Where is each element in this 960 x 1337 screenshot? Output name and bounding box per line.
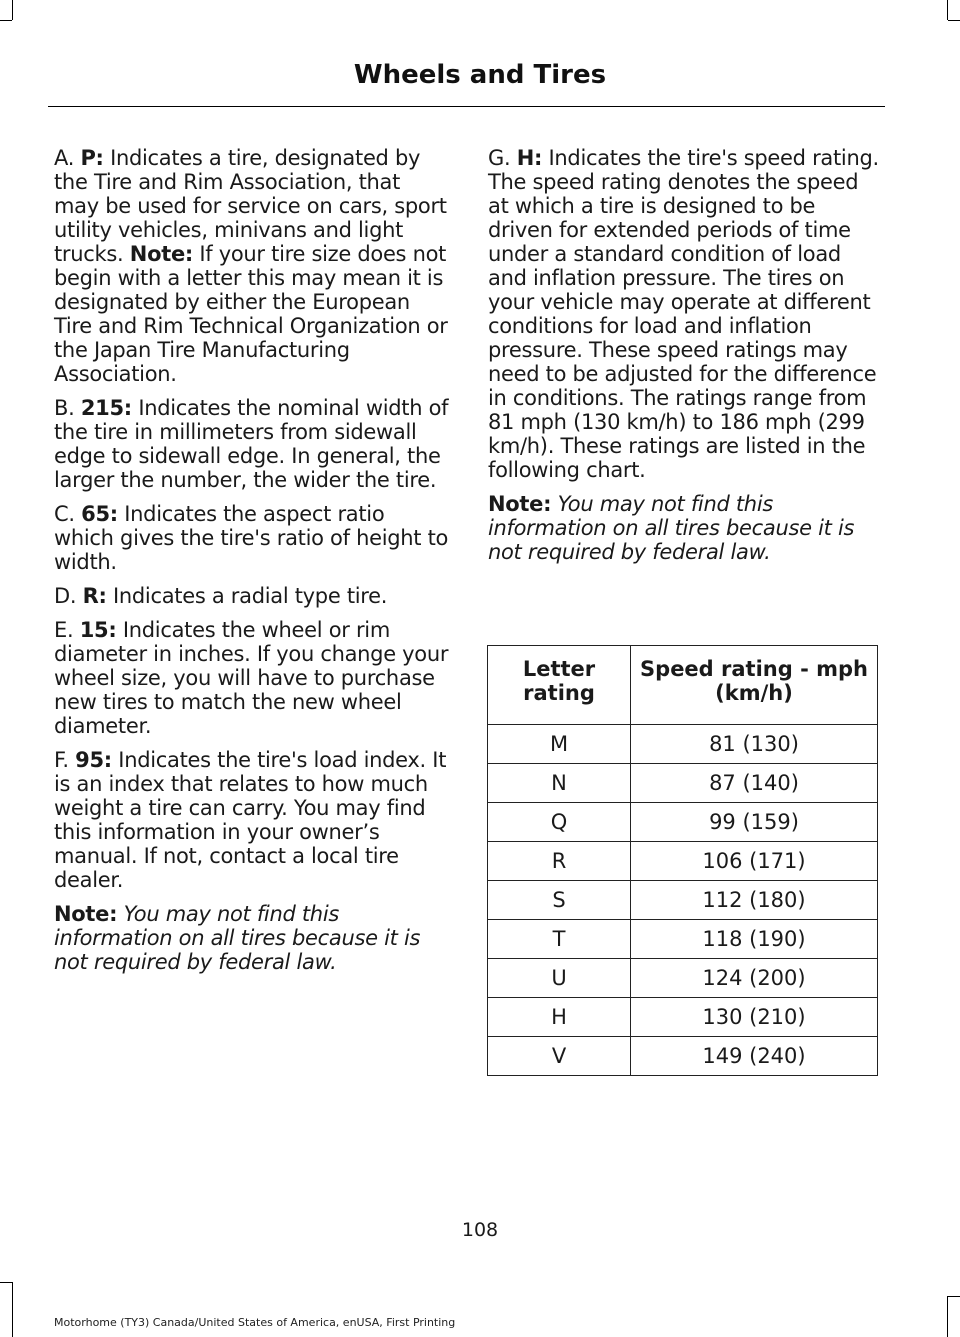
list-item: F. 95: Indicates the tire's load index. It is an index that relates to how much weight a tire can carry. You may find this information in your owner’s manual. If not, contact a local tire dealer. <box>54 748 447 892</box>
crop-mark <box>947 1296 948 1337</box>
table-cell: 130 (210) <box>631 998 878 1037</box>
table-row <box>488 725 878 764</box>
table-cell: S <box>488 881 631 920</box>
column-header: Letter rating <box>488 646 631 725</box>
crop-mark <box>948 1296 960 1297</box>
crop-mark <box>12 0 13 20</box>
header-divider <box>48 106 885 107</box>
table-row <box>488 803 878 842</box>
table-cell: 149 (240) <box>631 1037 878 1076</box>
crop-mark <box>0 1282 12 1283</box>
table-cell: T <box>488 920 631 959</box>
table-cell: Q <box>488 803 631 842</box>
note: Note: You may not find this information on all tires because it is not required by federal law. <box>54 902 421 974</box>
table-cell: H <box>488 998 631 1037</box>
table-row <box>488 842 878 881</box>
list-item: A. P: Indicates a tire, designated by the Tire and Rim Association, that may be used for service on cars, sport utility vehicles, minivans and light trucks. Note: If your tire size does not begin with a letter this may mean it is designated by either the European Tire and Rim Technical Organization or the Japan Tire Manufacturing Association. <box>54 146 448 386</box>
crop-mark <box>948 20 960 21</box>
list-item: D. R: Indicates a radial type tire. <box>54 584 388 608</box>
table-cell: 106 (171) <box>631 842 878 881</box>
crop-mark <box>947 0 948 20</box>
list-item: G. H: Indicates the tire's speed rating. The speed rating denotes the speed at which a tire is designed to be driven for extended periods of time under a standard condition of load and inflation pressure. The tires on your vehicle may operate at different conditions for load and inflation pressure. These speed ratings may need to be adjusted for the difference in conditions. The ratings range from 81 mph (130 km/h) to 186 mph (299 km/h). These ratings are listed in the following chart. <box>488 146 879 482</box>
list-item: B. 215: Indicates the nominal width of the tire in millimeters from sidewall edge to sidewall edge. In general, the larger the number, the wider the tire. <box>54 396 449 492</box>
list-item: E. 15: Indicates the wheel or rim diameter in inches. If you change your wheel size, you will have to purchase new tires to match the new wheel diameter. <box>54 618 449 738</box>
left-column <box>54 146 449 984</box>
note: Note: You may not find this information on all tires because it is not required by federal law. <box>488 492 855 564</box>
table-row <box>488 959 878 998</box>
table-header-row <box>488 646 878 725</box>
table-cell: 81 (130) <box>631 725 878 764</box>
table-cell: 99 (159) <box>631 803 878 842</box>
table-cell: M <box>488 725 631 764</box>
right-column <box>488 146 882 574</box>
table-cell: 118 (190) <box>631 920 878 959</box>
crop-mark <box>0 20 12 21</box>
crop-mark <box>12 1282 13 1337</box>
table-cell: R <box>488 842 631 881</box>
table-cell: V <box>488 1037 631 1076</box>
footer-text: Motorhome (TY3) Canada/United States of America, enUSA, First Printing <box>54 1316 456 1329</box>
table-cell: 124 (200) <box>631 959 878 998</box>
table-row <box>488 920 878 959</box>
table-cell: 112 (180) <box>631 881 878 920</box>
table-cell: N <box>488 764 631 803</box>
table-cell: 87 (140) <box>631 764 878 803</box>
table-row <box>488 1037 878 1076</box>
column-header: Speed rating - mph (km/h) <box>631 646 878 725</box>
list-item: C. 65: Indicates the aspect ratio which gives the tire's ratio of height to width. <box>54 502 449 574</box>
table-cell: U <box>488 959 631 998</box>
page-title: Wheels and Tires <box>353 60 607 90</box>
table-row <box>488 881 878 920</box>
page-number: 108 <box>461 1219 499 1241</box>
speed-rating-table <box>487 645 878 1076</box>
table-row <box>488 998 878 1037</box>
table-row <box>488 764 878 803</box>
